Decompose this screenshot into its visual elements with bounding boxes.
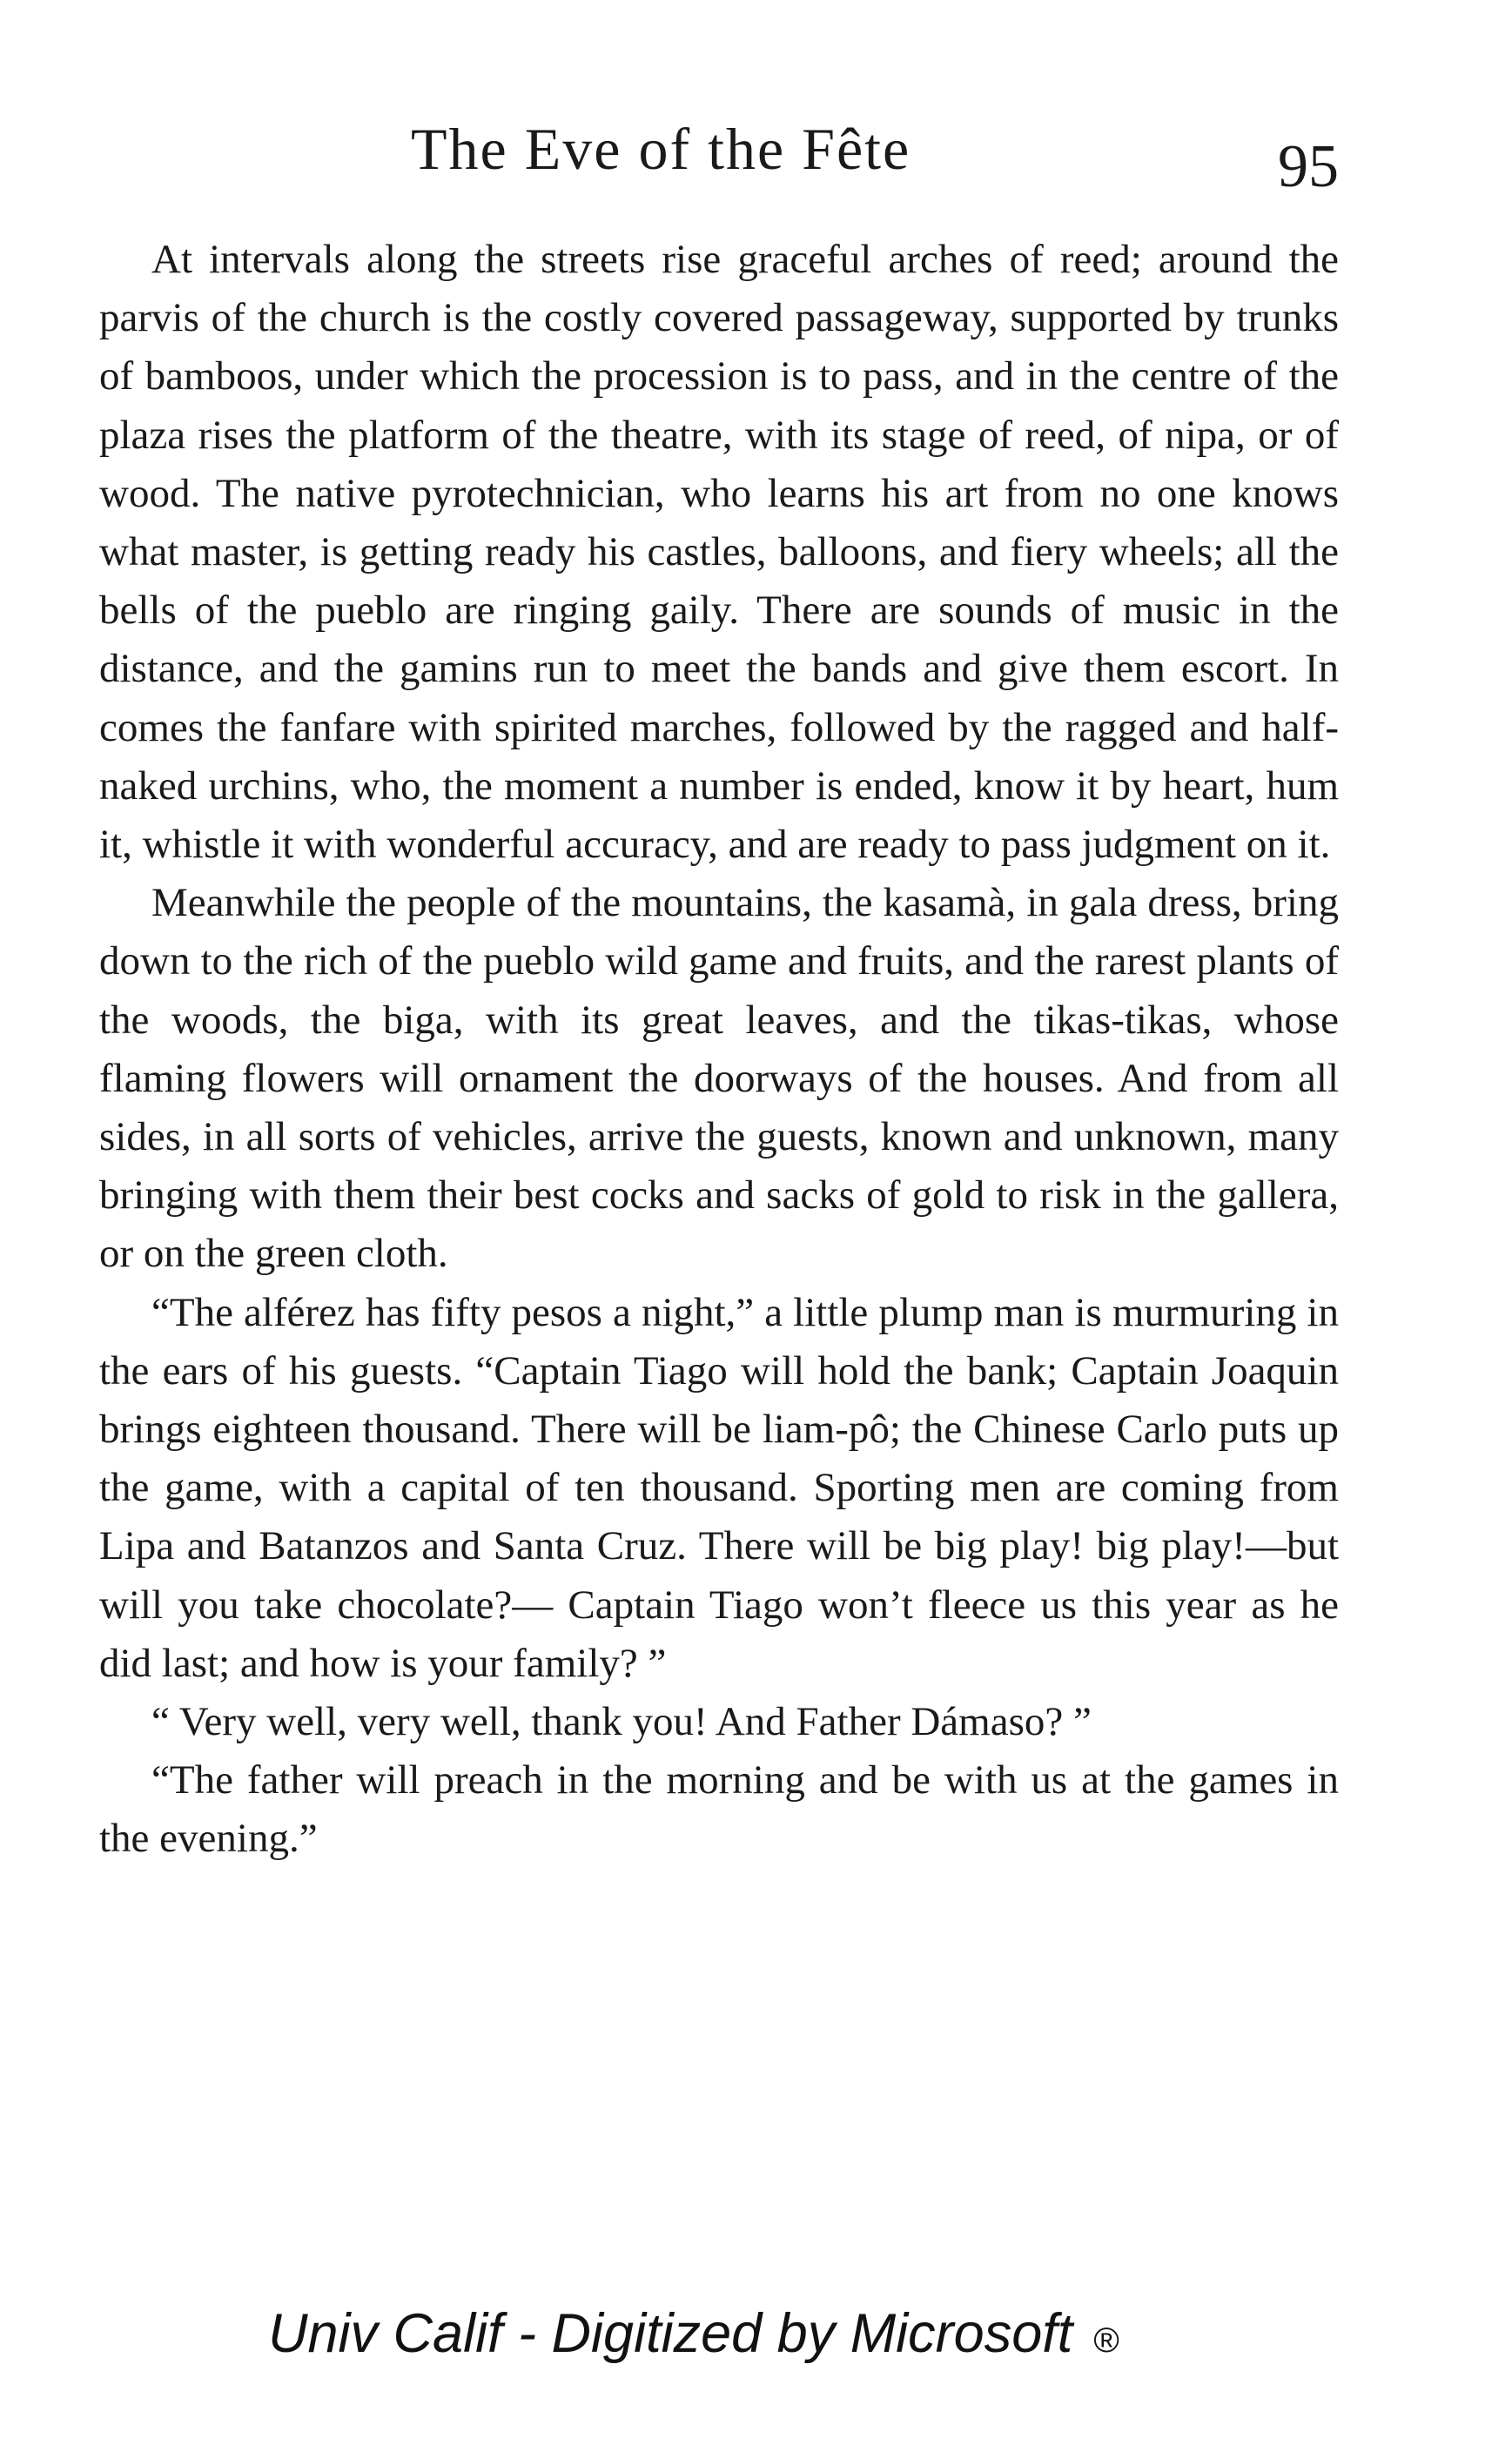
- paragraph-5: “The father will preach in the morning and be with us at the games in the evening.”: [99, 1757, 1339, 1862]
- digitization-credit-text: Univ Calif - Digitized by Microsoft: [268, 2303, 1073, 2364]
- paragraph-3: “The alférez has fifty pesos a night,” a little plump man is murmuring in the ears of his guests. “Captain Tiago will hold the bank; Captain Joaquin brings eighteen thousand. There will be liam-pô; the Chinese Carlo puts up the game, with a capital of ten thousand. Sporting men are coming from Lipa and Batanzos and Santa Cruz. There will be big play! big play!—but will you take chocolate?— Captain Tiago won’t fleece us this year as he did last; and how is your family? ”: [99, 1289, 1339, 1686]
- digitization-credit: [268, 2302, 1313, 2365]
- paragraph-1: At intervals along the streets rise graceful arches of reed; around the parvis of the church is the costly covered passageway, supported by trunks of bamboos, under which the procession is to pass, and in the centre of the plaza rises the platform of the theatre, with its stage of reed, of nipa, or of wood. The native pyrotechnician, who learns his art from no one knows what master, is getting ready his castles, balloons, and fiery wheels; all the bells of the pueblo are ringing gaily. There are sounds of music in the distance, and the gamins run to meet the bands and give them escort. In comes the fanfare with spirited marches, followed by the ragged and half-naked urchins, who, the moment a number is ended, know it by heart, hum it, whistle it with wonderful accuracy, and are ready to pass judgment on it.: [99, 237, 1339, 868]
- body-text: [99, 231, 1339, 1869]
- page-number: 95: [1278, 133, 1339, 200]
- registered-mark: ®: [1092, 2321, 1119, 2360]
- running-head-title: The Eve of the Fête: [411, 116, 911, 182]
- paragraph-4: “ Very well, very well, thank you! And Father Dámaso? ”: [151, 1699, 1092, 1745]
- paragraph-2: Meanwhile the people of the mountains, the kasamà, in gala dress, bring down to the rich of the pueblo wild game and fruits, and the rarest plants of the woods, the biga, with its great leaves, and the tikas-tikas, whose flaming flowers will ornament the doorways of the houses. And from all sides, in all sorts of vehicles, arrive the guests, known and unknown, many bringing with them their best cocks and sacks of gold to risk in the gallera, or on the green cloth.: [99, 880, 1339, 1277]
